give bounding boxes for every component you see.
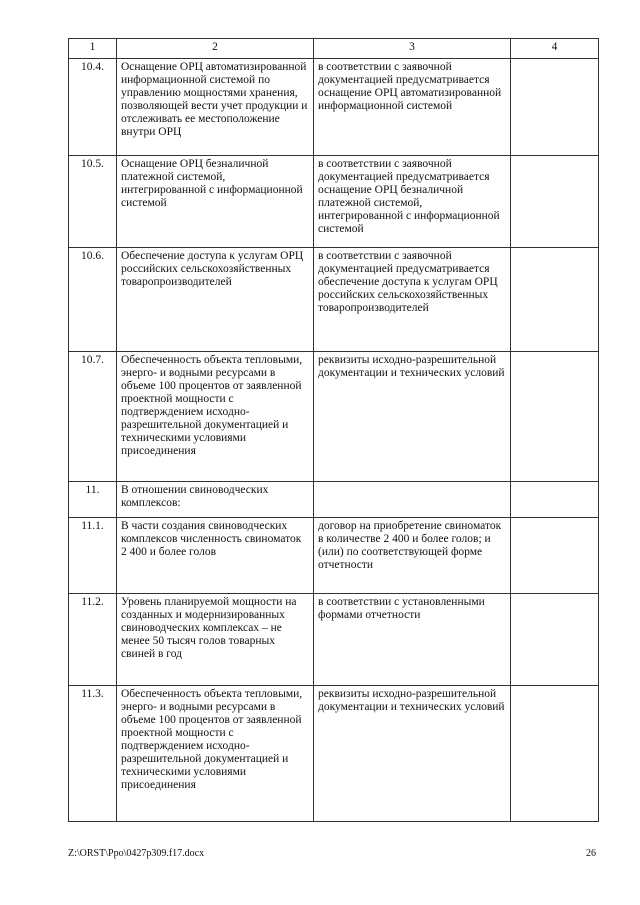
row-document [314,482,511,518]
footer-file-path: Z:\ORST\Ppo\0427p309.f17.docx [68,848,205,859]
row-number: 10.4. [69,59,117,156]
row-criterion: Оснащение ОРЦ автоматизированной информационной системой по управлению мощностями хранения, позволяющей вести учет продукции и отслеживать ее местоположение внутри ОРЦ [117,59,314,156]
row-criterion: Обеспеченность объекта тепловыми, энерго- и водными ресурсами в объеме 100 процентов от заявленной проектной мощности с подтверждением исходно-разрешительной документацией и техническими условиями присоединения [117,686,314,822]
row-criterion: Обеспечение доступа к услугам ОРЦ российских сельскохозяйственных товаропроизводителей [117,248,314,352]
header-col-4: 4 [511,39,599,59]
row-number: 11.1. [69,518,117,594]
table-header-row [69,39,599,59]
table-row [69,482,599,518]
table-row [69,352,599,482]
row-extra [511,59,599,156]
row-number: 11. [69,482,117,518]
row-number: 11.3. [69,686,117,822]
row-document: в соответствии с заявочной документацией предусматривается оснащение ОРЦ безналичной платежной системой, интегрированной с информационной системой [314,156,511,248]
row-number: 11.2. [69,594,117,686]
row-document: в соответствии с заявочной документацией предусматривается оснащение ОРЦ автоматизированной информационной системой [314,59,511,156]
row-criterion: Оснащение ОРЦ безналичной платежной системой, интегрированной с информационной системой [117,156,314,248]
row-extra [511,518,599,594]
row-document: реквизиты исходно-разрешительной документации и технических условий [314,686,511,822]
row-number: 10.7. [69,352,117,482]
header-col-2: 2 [117,39,314,59]
table-row [69,686,599,822]
table-row [69,518,599,594]
row-extra [511,156,599,248]
table-row [69,248,599,352]
row-document: договор на приобретение свиноматок в количестве 2 400 и более голов; и (или) по соответствующей форме отчетности [314,518,511,594]
row-criterion: В части создания свиноводческих комплексов численность свиноматок 2 400 и более голов [117,518,314,594]
row-extra [511,482,599,518]
row-criterion: В отношении свиноводческих комплексов: [117,482,314,518]
table-row [69,594,599,686]
row-document: в соответствии с заявочной документацией предусматривается обеспечение доступа к услугам ОРЦ российских сельскохозяйственных товаропроизводителей [314,248,511,352]
row-extra [511,594,599,686]
row-criterion: Уровень планируемой мощности на созданных и модернизированных свиноводческих комплексах – не менее 50 тысяч голов товарных свиней в год [117,594,314,686]
row-document: в соответствии с установленными формами отчетности [314,594,511,686]
row-extra [511,686,599,822]
header-col-1: 1 [69,39,117,59]
row-extra [511,352,599,482]
criteria-table [68,38,599,822]
header-col-3: 3 [314,39,511,59]
row-document: реквизиты исходно-разрешительной документации и технических условий [314,352,511,482]
footer-page-number: 26 [586,848,596,859]
row-criterion: Обеспеченность объекта тепловыми, энерго- и водными ресурсами в объеме 100 процентов от заявленной проектной мощности с подтверждением исходно-разрешительной документацией и техническими условиями присоединения [117,352,314,482]
table-row [69,59,599,156]
row-number: 10.5. [69,156,117,248]
row-extra [511,248,599,352]
row-number: 10.6. [69,248,117,352]
table-row [69,156,599,248]
